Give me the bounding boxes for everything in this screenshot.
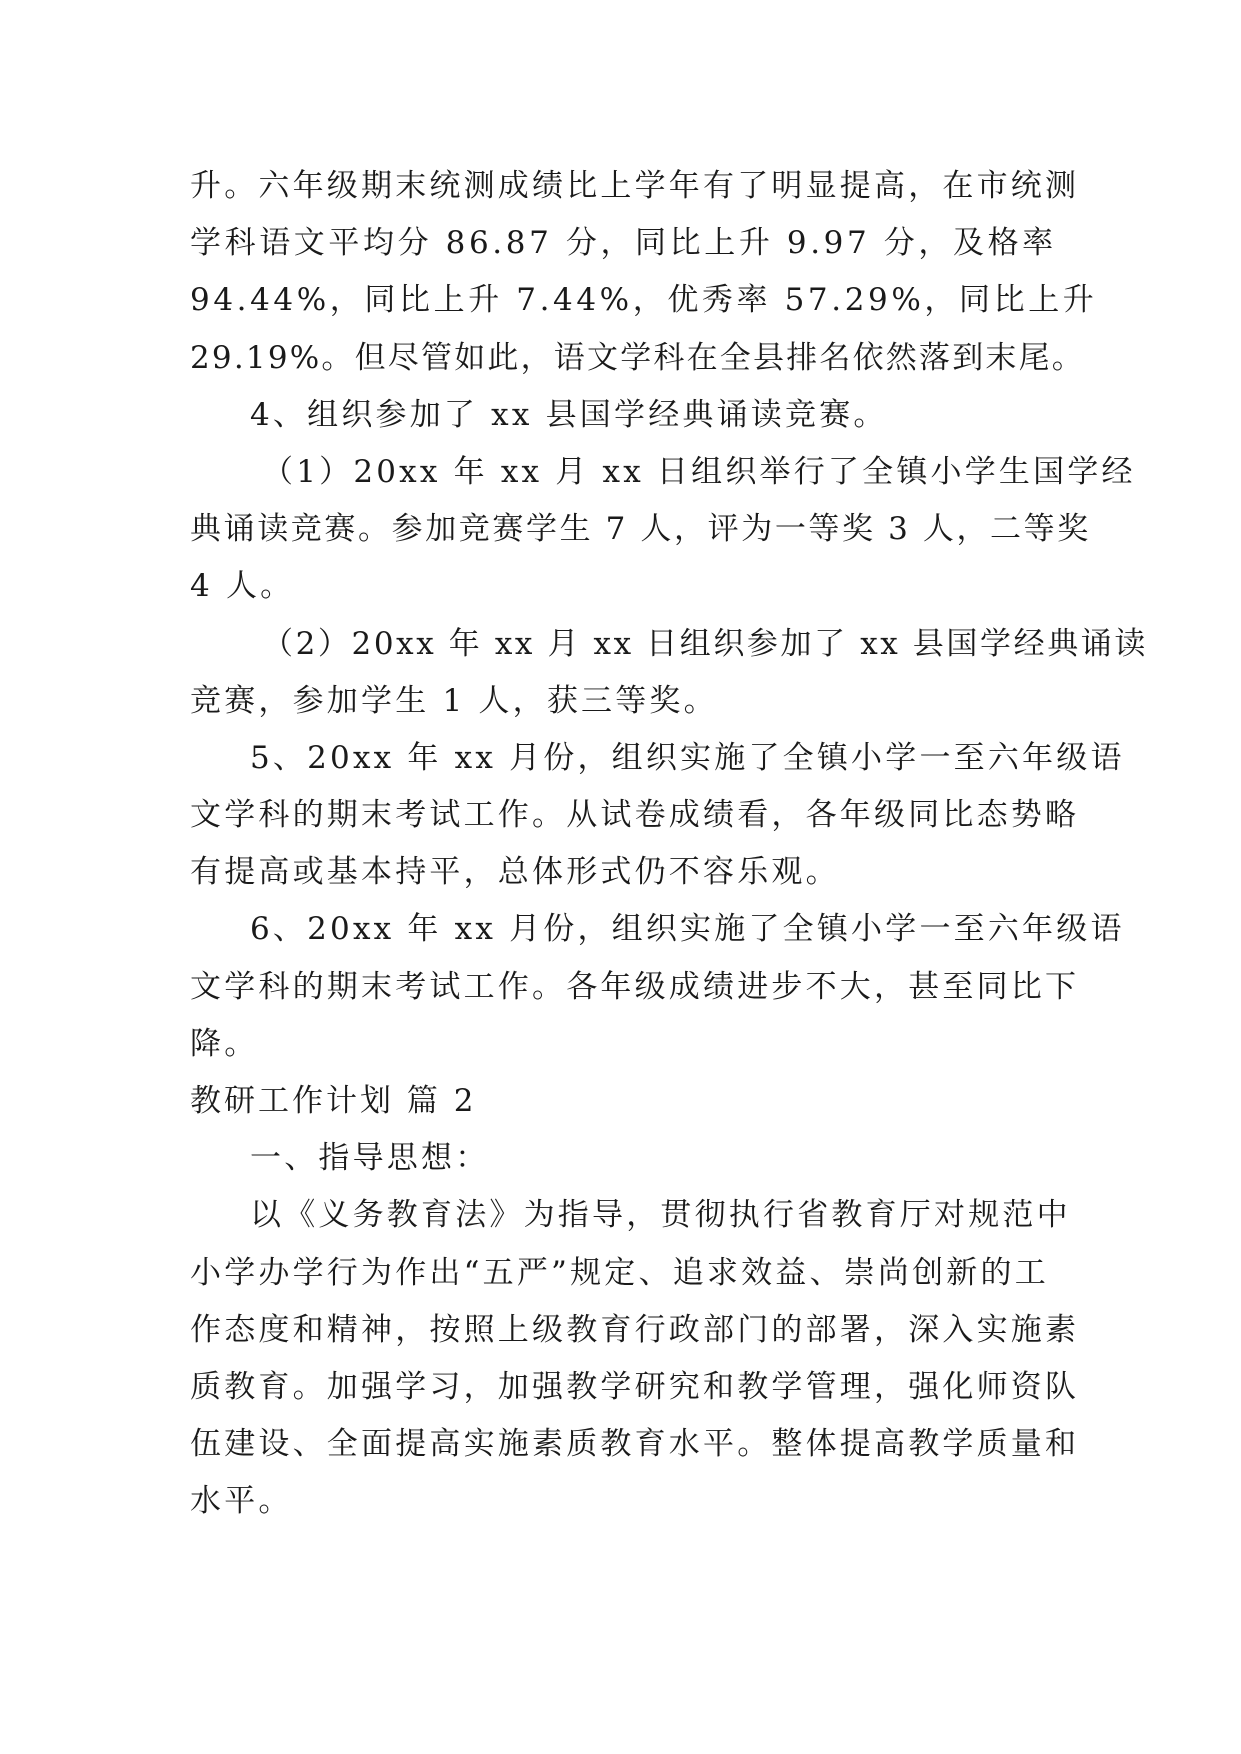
text-line: 作态度和精神，按照上级教育行政部门的部署，深入实施素 xyxy=(190,1311,1080,1348)
text-line: 水平。 xyxy=(190,1483,293,1520)
text-line: 典诵读竞赛。参加竞赛学生 7 人，评为一等奖 3 人，二等奖 xyxy=(190,511,1091,548)
section-heading: 一、指导思想： xyxy=(250,1140,490,1177)
text-line: 小学办学行为作出“五严”规定、追求效益、崇尚创新的工 xyxy=(190,1254,1049,1291)
document-body xyxy=(190,158,1149,1531)
text-line: 5、20xx 年 xx 月份，组织实施了全镇小学一至六年级语 xyxy=(250,739,1125,776)
text-line: 6、20xx 年 xx 月份，组织实施了全镇小学一至六年级语 xyxy=(250,911,1125,948)
text-line: （1）20xx 年 xx 月 xx 日组织举行了全镇小学生国学经 xyxy=(262,453,1136,490)
text-line: 降。 xyxy=(190,1025,259,1062)
text-line: （2）20xx 年 xx 月 xx 日组织参加了 xx 县国学经典诵读 xyxy=(262,625,1149,662)
section-title: 教研工作计划 篇 2 xyxy=(190,1083,477,1119)
text-line: 升。六年级期末统测成绩比上学年有了明显提高，在市统测 xyxy=(190,168,1080,204)
text-line: 94.44%，同比上升 7.44%，优秀率 57.29%，同比上升 xyxy=(190,282,1098,319)
text-line: 竞赛，参加学生 1 人，获三等奖。 xyxy=(190,682,718,719)
text-line: 29.19%。但尽管如此，语文学科在全县排名依然落到末尾。 xyxy=(190,339,1086,376)
text-line: 伍建设、全面提高实施素质教育水平。整体提高教学质量和 xyxy=(190,1426,1080,1463)
text-line: 有提高或基本持平，总体形式仍不容乐观。 xyxy=(190,854,840,891)
text-line: 质教育。加强学习，加强教学研究和教学管理，强化师资队 xyxy=(190,1368,1080,1405)
text-line: 4 人。 xyxy=(190,568,295,605)
text-line: 学科语文平均分 86.87 分，同比上升 9.97 分，及格率 xyxy=(190,225,1057,262)
text-line: 文学科的期末考试工作。各年级成绩进步不大，甚至同比下 xyxy=(190,968,1080,1005)
text-line: 文学科的期末考试工作。从试卷成绩看，各年级同比态势略 xyxy=(190,797,1080,834)
text-line: 以《义务教育法》为指导，贯彻执行省教育厅对规范中 xyxy=(250,1197,1071,1234)
list-item-heading: 4、组织参加了 xx 县国学经典诵读竞赛。 xyxy=(250,396,888,433)
